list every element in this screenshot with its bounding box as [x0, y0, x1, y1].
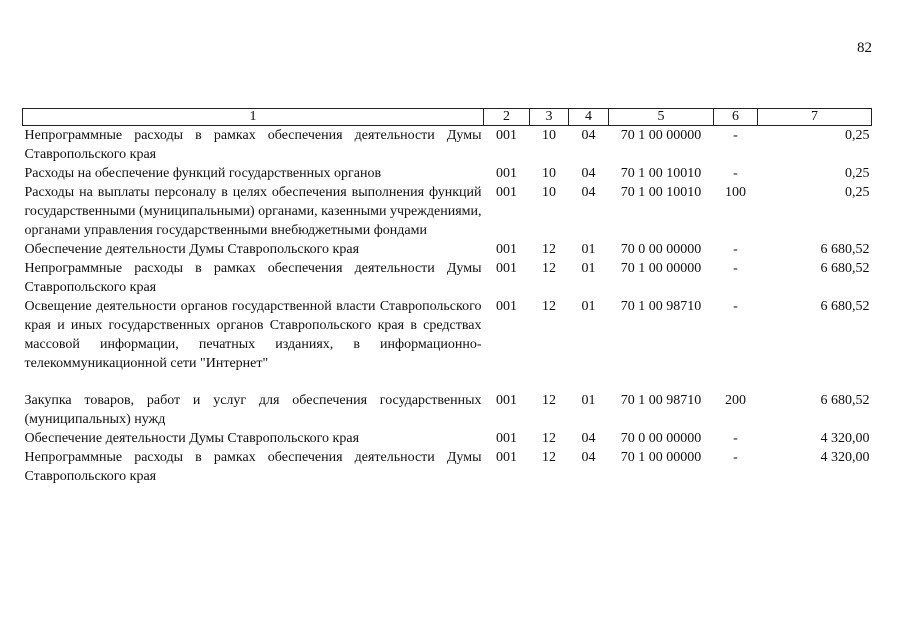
- table-row: [23, 448, 872, 486]
- row-section: 12: [542, 261, 556, 276]
- row-target-article: 70 0 00 00000: [620, 242, 702, 257]
- header-col-1: 1: [23, 109, 484, 126]
- row-name: Обеспечение деятельности Думы Ставропольского края: [24, 431, 360, 446]
- row-expense-type: -: [733, 450, 738, 465]
- table-row: [23, 391, 872, 429]
- row-subsection: 04: [581, 431, 596, 446]
- row-expense-type: -: [733, 431, 738, 446]
- row-subsection: 04: [581, 450, 596, 465]
- row-expense-type: -: [733, 128, 738, 143]
- row-subsection: 01: [581, 393, 596, 408]
- header-col-5: 5: [609, 109, 714, 126]
- table-row: [23, 126, 872, 165]
- budget-table: [22, 108, 872, 486]
- row-expense-type: -: [733, 261, 738, 276]
- row-target-article: 70 1 00 00000: [620, 128, 702, 143]
- row-expense-type: 200: [725, 393, 746, 408]
- row-name: Непрограммные расходы в рамках обеспечения деятельности Думы Ставропольского края: [24, 261, 482, 295]
- table-row: [23, 259, 872, 297]
- row-section: 10: [542, 166, 556, 181]
- row-ministry-code: 001: [496, 299, 517, 314]
- row-amount: 4 320,00: [820, 450, 870, 465]
- row-name: Непрограммные расходы в рамках обеспечения деятельности Думы Ставропольского края: [24, 128, 482, 162]
- row-subsection: 04: [581, 166, 596, 181]
- row-expense-type: 100: [725, 185, 746, 200]
- row-expense-type: -: [733, 166, 738, 181]
- row-subsection: 01: [581, 242, 596, 257]
- row-name: Расходы на выплаты персоналу в целях обеспечения выполнения функций государственными (муниципальными) органами, казенными учреждениями, органами управления государственными внебюджетными фондами: [24, 185, 482, 238]
- row-subsection: 04: [581, 185, 596, 200]
- page-number: 82: [857, 40, 872, 56]
- header-col-7: 7: [758, 109, 872, 126]
- table-row: [23, 164, 872, 183]
- row-amount: 6 680,52: [820, 393, 870, 408]
- row-name: Обеспечение деятельности Думы Ставропольского края: [24, 242, 360, 257]
- header-row: [23, 109, 872, 126]
- row-name: Освещение деятельности органов государственной власти Ставропольского края и иных государственных органов Ставропольского края в средствах массовой информации, печатных изданиях, в информационно-телекоммуникационной сети "Интернет": [24, 299, 482, 371]
- row-amount: 0,25: [845, 185, 870, 200]
- row-amount: 4 320,00: [820, 431, 870, 446]
- row-ministry-code: 001: [496, 431, 517, 446]
- row-ministry-code: 001: [496, 242, 517, 257]
- row-amount: 6 680,52: [820, 242, 870, 257]
- row-section: 10: [542, 185, 556, 200]
- table-row: [23, 297, 872, 391]
- row-ministry-code: 001: [496, 393, 517, 408]
- row-section: 12: [542, 299, 556, 314]
- row-target-article: 70 1 00 10010: [620, 166, 702, 181]
- row-ministry-code: 001: [496, 261, 517, 276]
- table-row: [23, 240, 872, 259]
- row-target-article: 70 1 00 98710: [620, 393, 702, 408]
- row-ministry-code: 001: [496, 450, 517, 465]
- row-subsection: 01: [581, 261, 596, 276]
- row-amount: 0,25: [845, 128, 870, 143]
- row-amount: 6 680,52: [820, 299, 870, 314]
- row-target-article: 70 1 00 00000: [620, 450, 702, 465]
- row-target-article: 70 1 00 98710: [620, 299, 702, 314]
- row-target-article: 70 0 00 00000: [620, 431, 702, 446]
- row-section: 12: [542, 242, 556, 257]
- row-ministry-code: 001: [496, 128, 517, 143]
- row-amount: 0,25: [845, 166, 870, 181]
- row-section: 12: [542, 431, 556, 446]
- header-col-2: 2: [484, 109, 530, 126]
- table-row: [23, 429, 872, 448]
- row-name: Закупка товаров, работ и услуг для обеспечения государственных (муниципальных) нужд: [24, 393, 482, 427]
- row-subsection: 01: [581, 299, 596, 314]
- row-section: 12: [542, 450, 556, 465]
- row-ministry-code: 001: [496, 185, 517, 200]
- row-target-article: 70 1 00 00000: [620, 261, 702, 276]
- header-col-6: 6: [714, 109, 758, 126]
- row-section: 10: [542, 128, 556, 143]
- row-expense-type: -: [733, 242, 738, 257]
- header-col-3: 3: [530, 109, 569, 126]
- row-name: Расходы на обеспечение функций государственных органов: [24, 166, 382, 181]
- row-section: 12: [542, 393, 556, 408]
- row-ministry-code: 001: [496, 166, 517, 181]
- table-row: [23, 183, 872, 240]
- row-target-article: 70 1 00 10010: [620, 185, 702, 200]
- row-amount: 6 680,52: [820, 261, 870, 276]
- row-name: Непрограммные расходы в рамках обеспечения деятельности Думы Ставропольского края: [24, 450, 482, 484]
- row-expense-type: -: [733, 299, 738, 314]
- header-col-4: 4: [569, 109, 609, 126]
- row-subsection: 04: [581, 128, 596, 143]
